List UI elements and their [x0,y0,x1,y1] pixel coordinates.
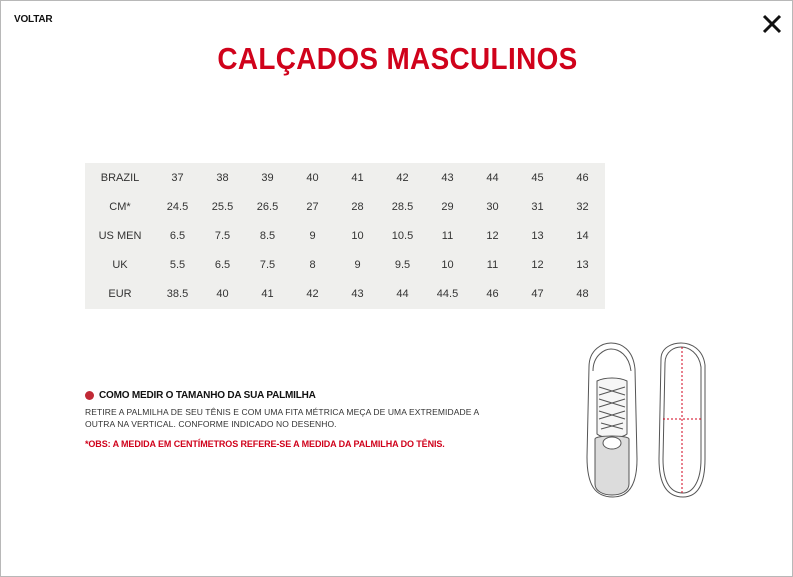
table-cell: 37 [171,171,184,184]
table-cell: 29 [441,200,454,213]
table-row [85,221,605,250]
table-cell: 6.5 [214,259,231,272]
table-cell: 41 [261,288,274,301]
table-cell: 30 [486,200,499,213]
table-cell: 9 [354,259,361,272]
table-cell: 13 [576,259,589,272]
table-cell: 27 [306,200,319,213]
table-cell: 26.5 [256,200,279,213]
close-icon [759,11,785,37]
table-cell: 44 [396,288,409,301]
table-cell: 39 [261,171,274,184]
page-title: CALÇADOS MASCULINOS [217,41,578,76]
row-label: CM* [109,200,131,213]
measure-note: *OBS: A MEDIDA EM CENTÍMETROS REFERE-SE A MEDIDA DA PALMILHA DO TÊNIS. [85,439,445,449]
measure-line-icon [663,347,701,493]
table-cell: 43 [351,288,364,301]
measure-instructions: RETIRE A PALMILHA DE SEU TÊNIS E COM UMA FITA MÉTRICA MEÇA DE UMA EXTREMIDADE A OUTRA NA VERTICAL. CONFORME INDICADO NO DESENHO. [85,407,479,429]
row-label: EUR [108,288,132,301]
insole-measure-illustration [581,339,711,501]
table-cell: 42 [306,288,319,301]
table-cell: 11 [486,259,499,272]
table-cell: 47 [531,288,544,301]
back-link[interactable]: VOLTAR [14,14,53,25]
table-cell: 10 [441,259,454,272]
table-cell: 40 [306,171,319,184]
row-label: UK [112,259,128,272]
table-cell: 9.5 [394,259,411,272]
table-cell: 7.5 [259,259,276,272]
table-cell: 8.5 [259,229,276,242]
table-cell: 46 [576,171,589,184]
table-cell: 42 [396,171,409,184]
table-cell: 41 [351,171,364,184]
table-cell: 5.5 [169,259,186,272]
table-row [85,192,605,221]
row-label: BRAZIL [100,171,140,184]
table-cell: 25.5 [211,200,234,213]
table-cell: 31 [531,200,544,213]
table-cell: 40 [216,288,229,301]
table-row [85,163,605,192]
table-cell: 46 [486,288,499,301]
table-cell: 11 [441,229,454,242]
close-button[interactable] [759,11,785,37]
size-table [85,163,605,309]
table-cell: 44.5 [436,288,459,301]
table-cell: 24.5 [166,200,189,213]
measure-title-text: COMO MEDIR O TAMANHO DA SUA PALMILHA [99,389,316,401]
table-cell: 6.5 [169,229,186,242]
measure-section-title [85,388,316,402]
table-cell: 38 [216,171,229,184]
table-cell: 32 [576,200,589,213]
table-cell: 10.5 [391,229,414,242]
table-cell: 9 [309,229,316,242]
table-cell: 13 [531,229,544,242]
table-cell: 43 [441,171,454,184]
table-cell: 12 [486,229,499,242]
table-cell: 8 [309,259,316,272]
table-row [85,251,605,280]
table-cell: 10 [351,229,364,242]
table-cell: 28 [351,200,364,213]
table-cell: 38.5 [166,288,189,301]
table-cell: 48 [576,288,589,301]
row-label: US MEN [98,229,142,242]
shoe-top-view-icon [587,343,637,497]
table-row [85,280,605,309]
table-cell: 45 [531,171,544,184]
bullet-icon [85,391,94,400]
table-cell: 12 [531,259,544,272]
table-cell: 7.5 [214,229,231,242]
table-cell: 44 [486,171,499,184]
table-cell: 14 [576,229,589,242]
table-cell: 28.5 [391,200,414,213]
